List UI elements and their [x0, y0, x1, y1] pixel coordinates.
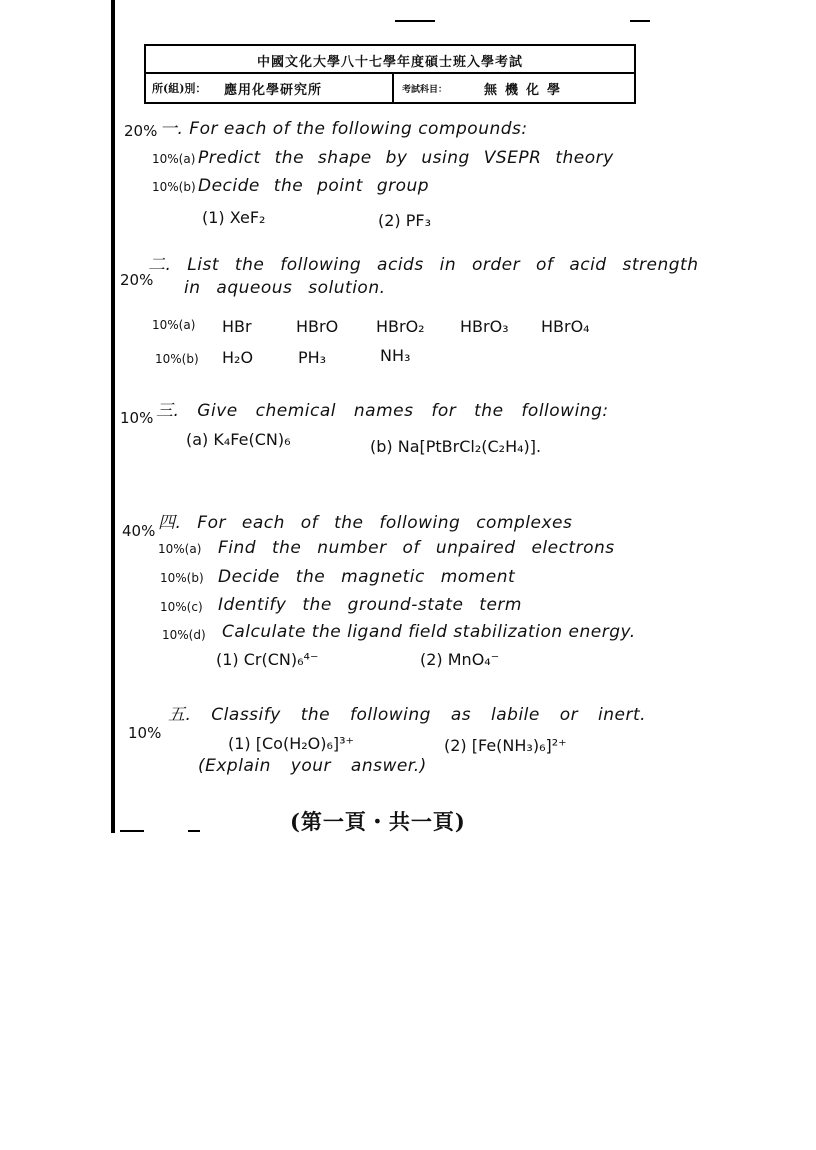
- q2-b-acid-2: PH₃: [298, 348, 327, 367]
- q1-points: 20%: [124, 122, 158, 140]
- q2-a-percent: 10%(a): [152, 318, 196, 332]
- q1-stem: 一. For each of the following compounds:: [160, 119, 528, 139]
- q2-a-acid-5: HBrO₄: [541, 317, 590, 336]
- department-label: 所(組)別：: [152, 82, 207, 95]
- scan-artifact-bottom-2: [188, 830, 200, 832]
- q4-b-text: Decide the magnetic moment: [218, 567, 516, 587]
- q2-points: 20%: [120, 271, 154, 289]
- header-title-row: [146, 46, 634, 74]
- header-divider: [392, 74, 394, 104]
- q2-a-acid-2: HBrO: [296, 317, 339, 336]
- q1-compound-2: (2) PF₃: [378, 211, 432, 230]
- q5-stem: 五. Classify the following as labile or inert.: [168, 705, 647, 725]
- q3-stem: 三. Give chemical names for the following:: [156, 401, 609, 421]
- q1-b-text: Decide the point group: [198, 176, 430, 196]
- q5-points: 10%: [128, 724, 162, 742]
- q4-points: 40%: [122, 522, 156, 540]
- scan-artifact-top-right: [630, 20, 650, 22]
- left-margin-line: [111, 0, 115, 833]
- q2-b-acid-1: H₂O: [222, 348, 254, 367]
- q5-complex-1: (1) [Co(H₂O)₆]³⁺: [228, 734, 354, 753]
- q1-b-percent: 10%(b): [152, 180, 196, 194]
- exam-header: [144, 44, 636, 104]
- q1-a-percent: 10%(a): [152, 152, 196, 166]
- q2-stem-line1: 二. List the following acids in order of acid strength: [148, 255, 699, 275]
- q4-b-percent: 10%(b): [160, 571, 204, 585]
- q2-b-percent: 10%(b): [155, 352, 199, 366]
- q3-compound-b: (b) Na[PtBrCl₂(C₂H₄)].: [370, 437, 542, 456]
- q5-note: (Explain your answer.): [198, 756, 427, 776]
- q2-a-acid-4: HBrO₃: [460, 317, 509, 336]
- q5-complex-2: (2) [Fe(NH₃)₆]²⁺: [444, 736, 567, 755]
- q4-d-text: Calculate the ligand field stabilization energy.: [222, 622, 636, 642]
- department-value: 應用化學研究所: [224, 83, 323, 98]
- q4-c-text: Identify the ground-state term: [218, 595, 522, 615]
- q4-complex-1: (1) Cr(CN)₆⁴⁻: [216, 650, 319, 669]
- q1-compound-1: (1) XeF₂: [202, 208, 266, 227]
- q4-stem: 四. For each of the following complexes: [158, 513, 573, 533]
- page-footer: (第一頁・共一頁): [290, 809, 466, 834]
- q2-a-acid-3: HBrO₂: [376, 317, 425, 336]
- scan-artifact-top: [395, 20, 435, 22]
- q2-stem-line2: in aqueous solution.: [184, 278, 386, 298]
- q3-points: 10%: [120, 409, 154, 427]
- subject-value: 無機化學: [484, 83, 569, 98]
- q4-d-percent: 10%(d): [162, 628, 206, 642]
- subject-label: 考試科目：: [402, 85, 448, 95]
- exam-title: 中國文化大學八十七學年度碩士班入學考試: [256, 55, 523, 70]
- q1-a-text: Predict the shape by using VSEPR theory: [198, 148, 614, 168]
- q4-a-percent: 10%(a): [158, 542, 202, 556]
- q4-complex-2: (2) MnO₄⁻: [420, 650, 500, 669]
- q2-b-acid-3: NH₃: [380, 346, 411, 365]
- q4-c-percent: 10%(c): [160, 600, 203, 614]
- q2-a-acid-1: HBr: [222, 317, 252, 336]
- q4-a-text: Find the number of unpaired electrons: [218, 538, 615, 558]
- q3-compound-a: (a) K₄Fe(CN)₆: [186, 430, 291, 449]
- scan-artifact-bottom: [120, 830, 144, 832]
